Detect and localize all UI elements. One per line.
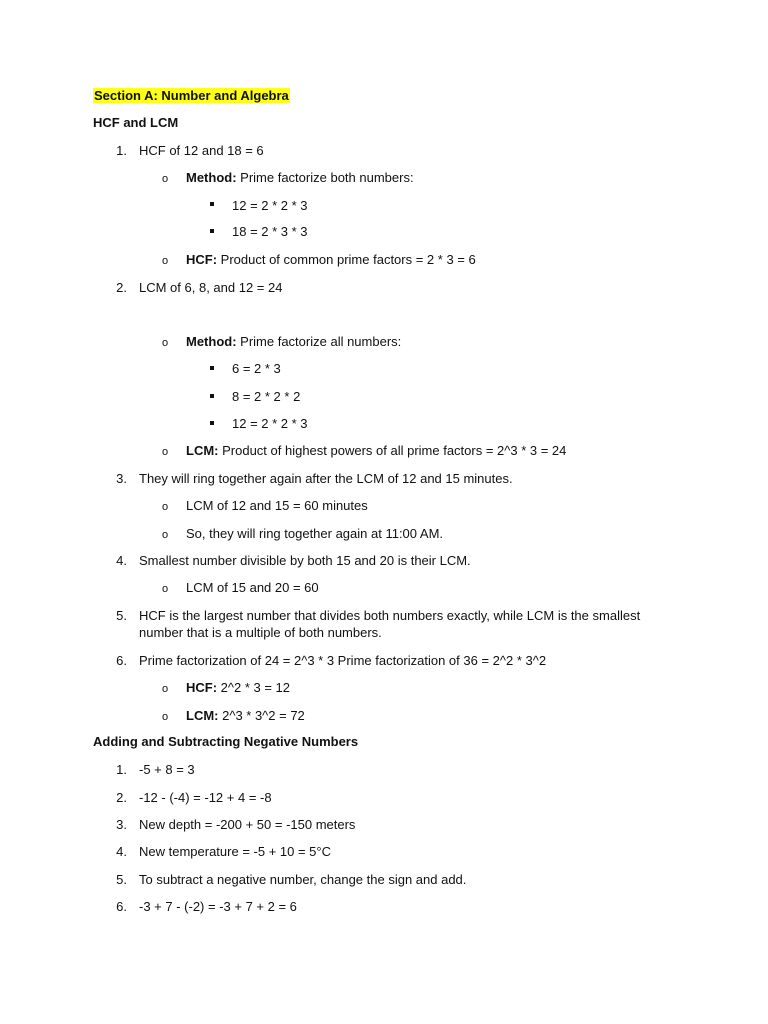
- hcf-line: HCF: Product of common prime factors = 2 * 3 = 6: [186, 252, 476, 267]
- lcm-line: LCM: Product of highest powers of all prime factors = 2^3 * 3 = 24: [186, 443, 567, 458]
- item-text: HCF of 12 and 18 = 6: [139, 143, 264, 158]
- circle-bullet: o: [162, 529, 169, 541]
- sub-line: LCM of 15 and 20 = 60: [186, 580, 319, 595]
- item-number: 2.: [116, 280, 127, 295]
- square-bullet: [210, 229, 214, 233]
- square-bullet: [210, 202, 214, 206]
- item-text: -3 + 7 - (-2) = -3 + 7 + 2 = 6: [139, 899, 297, 914]
- circle-bullet: o: [162, 173, 169, 185]
- circle-bullet: o: [162, 501, 169, 513]
- factor-line: 18 = 2 * 3 * 3: [232, 224, 308, 239]
- item-number: 2.: [116, 790, 127, 805]
- item-number: 4.: [116, 553, 127, 568]
- item-text: New temperature = -5 + 10 = 5°C: [139, 844, 331, 859]
- factor-line: 12 = 2 * 2 * 3: [232, 198, 308, 213]
- circle-bullet: o: [162, 711, 169, 723]
- item-text: HCF is the largest number that divides both numbers exactly, while LCM is the smallest number that is a multiple of both numbers.: [139, 608, 641, 640]
- item-text: -5 + 8 = 3: [139, 762, 195, 777]
- item-text: Prime factorization of 24 = 2^3 * 3 Prime factorization of 36 = 2^2 * 3^2: [139, 653, 547, 668]
- item-text: LCM of 6, 8, and 12 = 24: [139, 280, 283, 295]
- circle-bullet: o: [162, 337, 169, 349]
- heading-hcf-lcm: HCF and LCM: [93, 115, 179, 130]
- item-number: 3.: [116, 817, 127, 832]
- item-text: They will ring together again after the LCM of 12 and 15 minutes.: [139, 471, 513, 486]
- factor-line: 6 = 2 * 3: [232, 361, 281, 376]
- circle-bullet: o: [162, 446, 169, 458]
- item-number: 1.: [116, 143, 127, 158]
- circle-bullet: o: [162, 583, 169, 595]
- square-bullet: [210, 421, 214, 425]
- circle-bullet: o: [162, 255, 169, 267]
- item-number: 3.: [116, 471, 127, 486]
- sub-line: LCM of 12 and 15 = 60 minutes: [186, 498, 368, 513]
- item-number: 1.: [116, 762, 127, 777]
- method-line: Method: Prime factorize both numbers:: [186, 170, 414, 185]
- circle-bullet: o: [162, 683, 169, 695]
- item-number: 6.: [116, 653, 127, 668]
- item-text: To subtract a negative number, change the sign and add.: [139, 872, 467, 887]
- section-title: Section A: Number and Algebra: [94, 88, 289, 103]
- heading-negative-numbers: Adding and Subtracting Negative Numbers: [93, 734, 359, 749]
- factor-line: 8 = 2 * 2 * 2: [232, 389, 301, 404]
- item-number: 4.: [116, 844, 127, 859]
- lcm-line: LCM: 2^3 * 3^2 = 72: [186, 708, 305, 723]
- item-text: -12 - (-4) = -12 + 4 = -8: [139, 790, 272, 805]
- sub-line: So, they will ring together again at 11:00 AM.: [186, 526, 444, 541]
- square-bullet: [210, 394, 214, 398]
- method-line: Method: Prime factorize all numbers:: [186, 334, 402, 349]
- item-number: 5.: [116, 608, 127, 623]
- item-number: 5.: [116, 872, 127, 887]
- item-text: New depth = -200 + 50 = -150 meters: [139, 817, 356, 832]
- item-text: Smallest number divisible by both 15 and 20 is their LCM.: [139, 553, 471, 568]
- hcf-line: HCF: 2^2 * 3 = 12: [186, 680, 291, 695]
- item-number: 6.: [116, 899, 127, 914]
- factor-line: 12 = 2 * 2 * 3: [232, 416, 308, 431]
- square-bullet: [210, 366, 214, 370]
